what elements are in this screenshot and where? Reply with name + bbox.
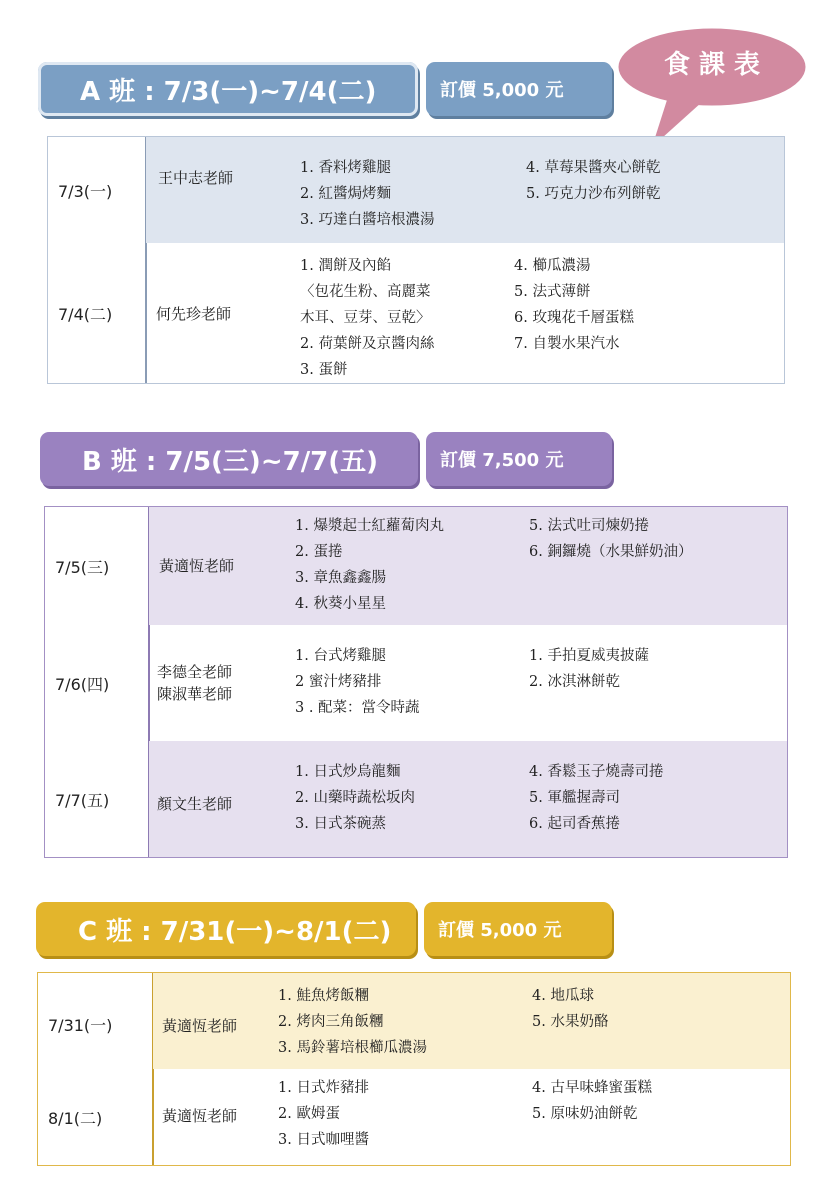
table-row	[48, 243, 784, 383]
row-items-col2: 4. 草莓果醬夾心餅乾 5. 巧克力沙布列餅乾	[526, 160, 661, 202]
class-b-price: 訂價 7,500 元	[426, 432, 612, 486]
speech-bubble-icon	[612, 22, 812, 152]
class-c-table	[37, 972, 791, 1166]
row-date: 8/1(二)	[48, 1108, 103, 1128]
class-c-title: C 班 : 7/31(一)~8/1(二)	[36, 902, 416, 956]
table-row	[38, 1069, 790, 1165]
row-teacher: 黃適恆老師	[162, 1017, 238, 1035]
class-c-price: 訂價 5,000 元	[424, 902, 612, 956]
row-teacher: 王中志老師	[158, 169, 234, 187]
row-teacher: 李德全老師 陳淑華老師	[157, 663, 233, 703]
row-items-col1: 1. 潤餅及內餡 〈包花生粉、高麗菜 木耳、豆芽、豆乾〉 2. 荷葉餅及京醬肉絲 3. 蛋餅	[300, 258, 435, 378]
row-teacher: 何先珍老師	[156, 305, 232, 323]
row-items-col2: 1. 手拍夏威夷披薩 2. 冰淇淋餅乾	[529, 648, 649, 690]
row-date: 7/6(四)	[55, 674, 110, 694]
table-row	[45, 625, 787, 741]
row-items-col1: 1. 鮭魚烤飯糰 2. 烤肉三角飯糰 3. 馬鈴薯培根櫛瓜濃湯	[278, 988, 427, 1056]
class-b-table	[44, 506, 788, 858]
row-items-col1: 1. 日式炒烏龍麵 2. 山藥時蔬松坂肉 3. 日式茶碗蒸	[295, 764, 415, 832]
table-row	[45, 507, 787, 625]
row-date: 7/5(三)	[55, 557, 110, 577]
row-items-col1: 1. 台式烤雞腿 2 蜜汁烤豬排 3 . 配菜：當令時蔬	[295, 648, 420, 716]
row-items-col1: 1. 日式炸豬排 2. 歐姆蛋 3. 日式咖哩醬	[278, 1080, 369, 1148]
bubble-text: 食 課 表	[663, 50, 761, 80]
row-items-col2: 4. 古早味蜂蜜蛋糕 5. 原味奶油餅乾	[532, 1080, 652, 1122]
class-a-price: 訂價 5,000 元	[426, 62, 612, 116]
row-items-col2: 4. 櫛瓜濃湯 5. 法式薄餅 6. 玫瑰花千層蛋糕 7. 自製水果汽水	[514, 258, 634, 352]
row-date: 7/7(五)	[55, 790, 110, 810]
row-items-col2: 4. 香鬆玉子燒壽司捲 5. 軍艦握壽司 6. 起司香蕉捲	[529, 764, 664, 832]
row-teacher: 黃適恆老師	[162, 1107, 238, 1125]
class-a-title: A 班 : 7/3(一)~7/4(二)	[38, 62, 418, 116]
row-date: 7/31(一)	[48, 1015, 113, 1035]
row-date: 7/4(二)	[58, 304, 113, 324]
table-row	[48, 137, 784, 243]
class-a-table	[47, 136, 785, 384]
row-items-col1: 1. 香料烤雞腿 2. 紅醬焗烤麵 3. 巧達白醬培根濃湯	[300, 160, 435, 228]
row-items-col2: 4. 地瓜球 5. 水果奶酪	[532, 988, 609, 1030]
menu-bubble	[612, 22, 812, 152]
row-teacher: 黃適恆老師	[159, 557, 235, 575]
row-items-col1: 1. 爆漿起士紅蘿蔔肉丸 2. 蛋捲 3. 章魚鑫鑫腸 4. 秋葵小星星	[295, 518, 444, 612]
row-items-col2: 5. 法式吐司煉奶捲 6. 銅鑼燒（水果鮮奶油）	[529, 518, 693, 560]
row-date: 7/3(一)	[58, 181, 113, 201]
row-teacher: 顏文生老師	[157, 795, 233, 813]
class-b-title: B 班 : 7/5(三)~7/7(五)	[40, 432, 418, 486]
table-row	[38, 973, 790, 1069]
table-row	[45, 741, 787, 857]
